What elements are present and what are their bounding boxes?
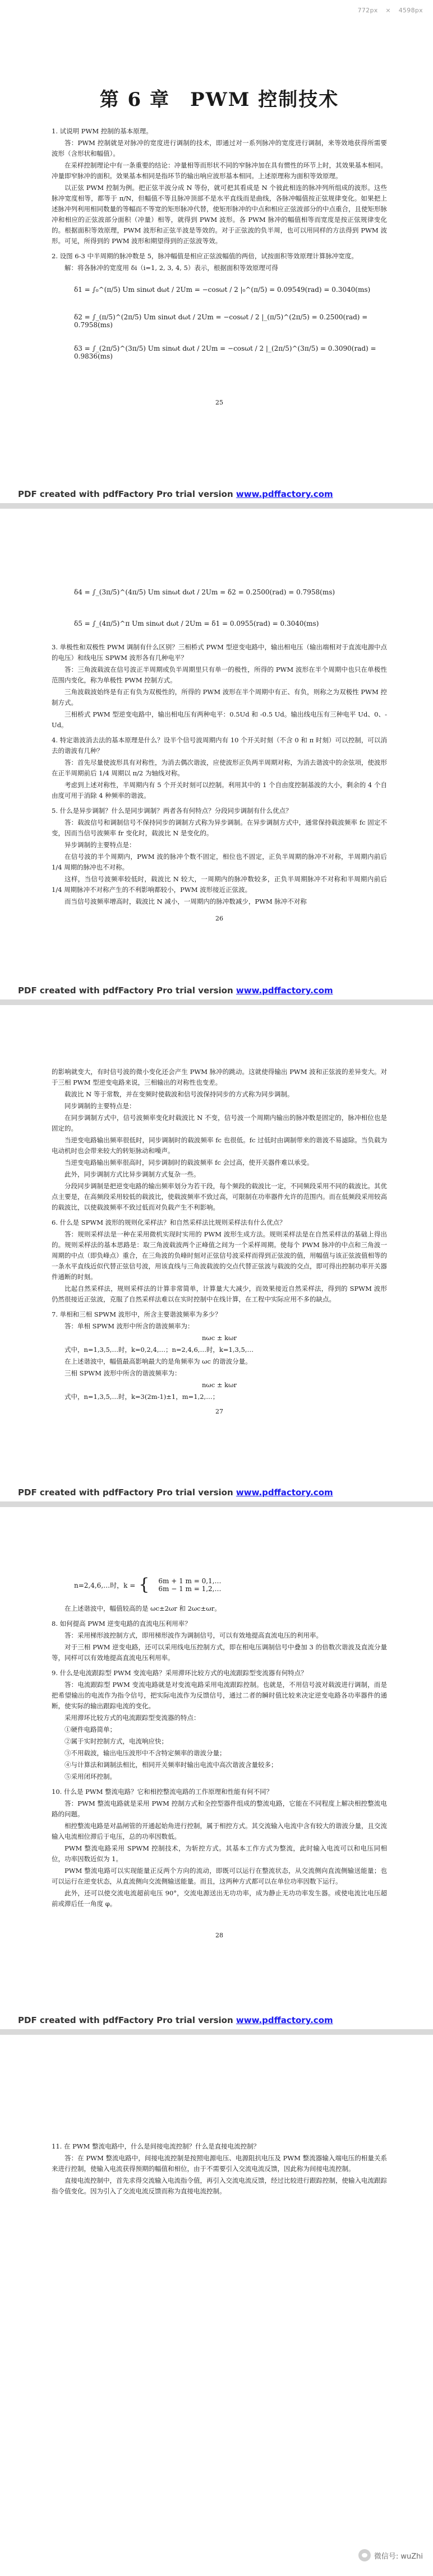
answer-9-item-2: ②属于实时控制方式，电流响应快； (65, 1737, 168, 1745)
answer-8: 答：采用梯形波控制方式，即用梯形波作为调制信号，可以有效地提高直流电压的利用率。 (65, 1631, 323, 1639)
answer-4-para-2: 考虑到上述对称性，半周期内有 5 个开关时刻可以控制。利用其中的 1 个自由度控制基波的大小，剩余的 4 个自由度可用于消除 4 种频率的谐波。 (52, 781, 387, 799)
answer-5-para-3: 在信号波的半个周期内，PWM 波的脉冲个数不固定，相位也不固定，正负半周期的脉冲不对称，半周期内前后 1/4 周期的脉冲也不对称。 (52, 853, 387, 871)
footer-link[interactable]: www.pdffactory.com (236, 1487, 333, 1498)
answer-3-para-2: 三角波载波始终是有正有负为双极性的，所得的 PWM 波形在半个周期中有正、有负，则称之为双极性 PWM 控制方式。 (52, 688, 387, 706)
answer-1: 答：PWM 控制就是对脉冲的宽度进行调制的技术，即通过对一系列脉冲的宽度进行调制，来等效地获得所需要波形（含形状和幅值）。 (52, 139, 387, 157)
answer-7-para-3: 在上述谐波中，幅值最高影响最大的是角频率为 ωc 的谐波分量。 (65, 1357, 252, 1365)
answer-5-para-11: 此外，同步调制方式比异步调制方式复杂一些。 (65, 1170, 200, 1178)
pdf-footer-3 (0, 1485, 433, 1500)
footer-link[interactable]: www.pdffactory.com (236, 985, 333, 996)
question-4: 4. 特定谐波消去法的基本原理是什么？设半个信号波周期内有 10 个开关时刻（不含 0 和 π 时刻）可以控制，可以消去的谐波有几种？ (52, 736, 387, 755)
page-separator (0, 1501, 433, 1507)
answer-10-para-2: 相控整流电路是对晶闸管的开通起始角进行控制，属于相控方式。其交流输入电流中含有较大的谐波分量，且交流输入电流相位滞后于电压，总的功率因数低。 (52, 1822, 387, 1840)
answer-5-para-6: 载波比 N 等于常数，并在变频时使载波和信号波保持同步的方式称为同步调制。 (65, 1090, 294, 1098)
viewer-topbar (0, 0, 433, 22)
answer-2: 解：将各脉冲的宽度用 δi（i=1, 2, 3, 4, 5）表示，根据面积等效原理可得 (65, 264, 278, 272)
answer-1-para-2: 在采样控制理论中有一条重要的结论：冲量相等而形状不同的窄脉冲加在具有惯性的环节上时，其效果基本相同。冲量即窄脉冲的面积。效果基本相同是指环节的输出响应波形基本相同。上述原理称为面积等效原理。 (52, 161, 387, 180)
answer-5-para-8: 在同步调制方式中，信号波频率变化时载波比 N 不变，信号波一个周期内输出的脉冲数是固定的，脉冲相位也是固定的。 (52, 1114, 387, 1132)
pdf-footer-2 (0, 983, 433, 998)
case-2: 6m − 1 m = 1,2,… (158, 1585, 222, 1593)
answer-3-para-3: 三相桥式 PWM 型逆变电路中，输出相电压有两种电平：0.5Ud 和 -0.5 Ud。输出线电压有三种电平 Ud、0、-Ud。 (52, 710, 387, 729)
answer-5: 答：载波信号和调制信号不保持同步的调制方式称为异步调制。在异步调制方式中，通常保持载波频率 fc 固定不变，因而当信号波频率 fr 变化时，载波比 N 是变化的。 (52, 819, 387, 837)
footer-text: PDF created with pdfFactory Pro trial version (18, 1487, 236, 1498)
footer-link[interactable]: www.pdffactory.com (236, 489, 333, 499)
footer-text: PDF created with pdfFactory Pro trial version (18, 2015, 236, 2025)
answer-5-para-4: 这样，当信号波频率较低时，载波比 N 较大，一周期内的脉冲数较多，正负半周期脉冲不对称和半周期内前后 1/4 周期脉冲不对称产生的不利影响都较小，PWM 波形接近正弦波。 (52, 875, 387, 894)
pdf-page-5 (0, 2035, 433, 2576)
watermark-text: 微信号: wuZhi (374, 2552, 423, 2561)
page-separator (0, 999, 433, 1005)
footer-link[interactable]: www.pdffactory.com (236, 2015, 333, 2025)
answer-9-item-1: ①硬件电路简单； (65, 1726, 116, 1733)
answer-6-para-2: 比起自然采样法，规则采样法的计算非常简单，计算量大大减少，而效果接近自然采样法，得到的 SPWM 波形仍然很接近正弦波，克服了自然采样法难以在实时控制中在线计算，在工程中实际应用不多的缺点。 (52, 1285, 387, 1303)
page-number: 28 (215, 1932, 223, 1939)
question-8: 8. 如何提高 PWM 逆变电路的直流电压利用率？ (52, 1620, 191, 1628)
pdf-page-4 (0, 1507, 433, 2011)
formula-delta-3: δ3 = ∫_(2π/5)^(3π/5) Um sinωt dωt / 2Um = −cosωt / 2 |_(2π/5)^(3π/5) = 0.3090(rad) = 0.9836(ms) (74, 345, 376, 360)
question-6: 6. 什么是 SPWM 波形的规则化采样法？和自然采样法比规则采样法有什么优点？ (52, 1219, 286, 1226)
answer-9-item-5: ⑤采用闭环控制。 (65, 1773, 116, 1780)
answer-7-para-6: 在上述谐波中，幅值较高的是 ωc±2ωr 和 2ωc±ωr。 (65, 1605, 221, 1612)
answer-8-para-2: 对于三相 PWM 逆变电路，还可以采用线电压控制方式，即在相电压调制信号中叠加 3 的倍数次谐波及直流分量等，同样可以有效地提高直流电压利用率。 (52, 1643, 387, 1662)
answer-5-para-9: 当逆变电路输出频率很低时，同步调制时的载波频率 fc 也很低。fc 过低时由调制带来的谐波不易滤除。当负载为电动机时也会带来较大的转矩脉动和噪声。 (52, 1136, 387, 1155)
question-1: 1. 试说明 PWM 控制的基本原理。 (52, 127, 153, 135)
question-9: 9. 什么是电流跟踪型 PWM 变流电路？采用滞环比较方式的电流跟踪型变流器有何特点？ (52, 1669, 307, 1677)
page-separator (0, 503, 433, 509)
formula-delta-4: δ4 = ∫_(3π/5)^(4π/5) Um sinωt dωt / 2Um = δ2 = 0.2500(rad) = 0.7958(ms) (74, 588, 335, 596)
page-number: 25 (215, 399, 223, 406)
formula-k-cases (74, 1572, 387, 1598)
answer-10: 答：PWM 整流电路就是采用 PWM 控制方式和全控型器件组成的整流电路，它能在不同程度上解决相控整流电路的问题。 (52, 1800, 387, 1818)
question-3: 3. 单极性和双极性 PWM 调制有什么区别？三相桥式 PWM 型逆变电路中，输出相电压（输出端相对于直流电源中点的电压）和线电压 SPWM 波形各有几种电平？ (52, 643, 387, 662)
formula-delta-2: δ2 = ∫_(π/5)^(2π/5) Um sinωt dωt / 2Um = −cosωt / 2 |_(π/5)^(2π/5) = 0.2500(rad) = 0.7958(ms) (74, 313, 368, 329)
answer-6: 答：规则采样法是一种在采用微机实现时实用的 PWM 波形生成方法。规则采样法是在自然采样法的基础上得出的。规则采样法的基本思路是：取三角波载波两个正峰值之间为一个采样周期。使每个 PWM 脉冲的中点和三角波一周期的中点（即负峰点）重合，在三角波的负峰时刻对正弦信号波采样而得到正弦波的值，用幅值与该正弦波值相等的一条水平直线近似代替正弦信号波，用该直线与三角波载波的交点代替正弦波与载波的交点，即可得出控制功率开关器件通断的时刻。 (52, 1230, 387, 1281)
footer-text: PDF created with pdfFactory Pro trial version (18, 985, 236, 996)
pdf-page-2 (0, 509, 433, 982)
answer-9: 答：电流跟踪型 PWM 变流电路就是对变流电路采用电流跟踪控制。也就是，不用信号波对载波进行调制，而是把希望输出的电流作为指令信号，把实际电流作为反馈信号，通过二者的瞬时值比较来决定逆变电路各功率器件的通断，使实际的输出跟踪电流的变化。 (52, 1681, 387, 1710)
question-5: 5. 什么是异步调制？什么是同步调制？两者各有何特点？分段同步调制有什么优点？ (52, 807, 292, 815)
answer-7-para-5: 式中，n=1,3,5,…时，k=3(2m-1)±1，m=1,2,…； (65, 1393, 219, 1401)
answer-5-para-5: 而当信号波频率增高时，载波比 N 减小，一周期内的脉冲数减少，PWM 脉冲不对称 (65, 898, 307, 905)
page-number: 27 (215, 1408, 223, 1415)
formula-delta-5: δ5 = ∫_(4π/5)^π Um sinωt dωt / 2Um = δ1 = 0.0955(rad) = 0.3040(ms) (74, 620, 319, 627)
answer-11: 答：在 PWM 整流电路中，间接电流控制是按照电源电压、电源阻抗电压及 PWM 整流器输入端电压的相量关系来进行控制，使输入电流获得预期的幅值和相位，由于不需要引入交流电流反馈，因此称为间接电流控制。 (52, 2154, 387, 2173)
answer-10-para-5: 此外，还可以使交流电流超前电压 90°，交流电源送出无功功率，成为静止无功功率发生器。或使电流比电压超前或滞后任一角度 φ。 (52, 1889, 387, 1908)
pdf-footer-1 (0, 486, 433, 502)
image-dimensions: 772px × 4598px (357, 7, 423, 14)
answer-9-item-4: ④与计算法和调制法相比，相同开关频率时输出电流中高次谐波含量较多； (65, 1761, 278, 1769)
page-number: 26 (215, 915, 223, 922)
answer-9-para-2: 采用滞环比较方式的电流跟踪型变流器的特点： (65, 1714, 200, 1722)
height-label: 4598px (398, 7, 423, 14)
answer-7-para-4: 三相 SPWM 波形中所含的谐波频率为： (65, 1369, 181, 1377)
pdf-footer-4 (0, 2012, 433, 2028)
question-7: 7. 单相和三相 SPWM 波形中，所含主要谐波频率为多少？ (52, 1310, 222, 1318)
answer-5-para-2: 异步调制的主要特点是： (65, 841, 136, 849)
answer-1-para-3: 以正弦 PWM 控制为例。把正弦半波分成 N 等份，就可把其看成是 N 个彼此相连的脉冲列所组成的波形。这些脉冲宽度相等，都等于 π/N，但幅值不等且脉冲顶部不是水平直线而是曲线，各脉冲幅值按正弦规律变化。如果把上述脉冲列利用相同数量的等幅而不等宽的矩形脉冲代替，使矩形脉冲的中点和相应正弦波部分的中点重合，且使矩形脉冲和相应的正弦波部分面积（冲量）相等，就得到 PWM 波形。各 PWM 脉冲的幅值相等而宽度是按正弦规律变化的。根据面积等效原理，PWM 波形和正弦半波是等效的。对于正弦波的负半周，也可以用同样的方法得到 PWM 波形。可见，所得到的 PWM 波形和期望得到的正弦波等效。 (52, 184, 387, 245)
pdf-page-1 (0, 22, 433, 485)
answer-5-para-10: 当逆变电路输出频率很高时，同步调制时的载波频率 fc 会过高，使开关器件难以承受。 (65, 1159, 314, 1166)
pdf-page-3 (0, 1005, 433, 1484)
case-1: 6m + 1 m = 0,1,… (158, 1577, 222, 1585)
answer-5-para-12: 分段同步调制是把逆变电路的输出频率划分为若干段，每个频段的载波比一定，不同频段采用不同的载波比。其优点主要是，在高频段采用较低的载波比，使载波频率不致过高，可限制在功率器件允许的范围内。而在低频段采用较高的载波比，以使载波频率不致过低而对负载产生不利影响。 (52, 1182, 387, 1211)
formula-k-prefix: n=2,4,6,…时，k = (74, 1581, 136, 1589)
wechat-icon (358, 2549, 371, 2561)
answer-10-para-4: PWM 整流电路可以实现能量正反两个方向的流动，即既可以运行在整流状态，从交流侧向直流侧输送能量；也可以运行在逆变状态，从直流侧向交流侧输送能量。而且，这两种方式都可以在单位功率因数下运行。 (52, 1867, 387, 1885)
answer-7-para-2: 式中，n=1,3,5,…时，k=0,2,4,…；n=2,4,6,…时，k=1,3,5,… (65, 1346, 254, 1354)
answer-3: 答：三角波载波在信号波正半周期或负半周期里只有单一的极性，所得的 PWM 波形在半个周期中也只在单极性范围内变化，称为单极性 PWM 控制方式。 (52, 666, 387, 684)
cases-list (158, 1577, 221, 1593)
answer-11-para-2: 直接电流控制中，首先求得交流输入电流指令值，再引入交流电流反馈，经过比较进行跟踪控制，使输入电流跟踪指令值变化。因为引入了交流电流反馈而称为直接电流控制。 (52, 2177, 387, 2195)
question-10: 10. 什么是 PWM 整流电路？它和相控整流电路的工作原理和性能有何不同？ (52, 1788, 273, 1796)
answer-10-para-3: PWM 整流电路采用 SPWM 控制技术，为斩控方式。其基本工作方式为整流，此时输入电流可以和电压同相位，功率因数近似为 1。 (52, 1844, 387, 1863)
chapter-title: 第 6 章 PWM 控制技术 (99, 89, 339, 111)
page-separator (0, 2029, 433, 2035)
formula-delta-1: δ1 = ∫₀^(π/5) Um sinωt dωt / 2Um = −cosωt / 2 |₀^(π/5) = 0.09549(rad) = 0.3040(ms) (74, 286, 371, 294)
brace-symbol: { (139, 1575, 150, 1594)
answer-5-para-7: 同步调制的主要特点是： (65, 1102, 136, 1110)
footer-text: PDF created with pdfFactory Pro trial version (18, 489, 236, 499)
formula-harmonics-single: nωc ± kωr (201, 1334, 237, 1342)
formula-harmonics-three: nωc ± kωr (201, 1381, 237, 1389)
answer-9-item-3: ③不用载波，输出电压波形中不含特定频率的谐波分量； (65, 1749, 226, 1757)
width-label: 772px (357, 7, 378, 14)
answer-4: 答：首先尽量使波形具有对称性，为消去偶次谐波，应使波形正负两半周期对称，为消去谐波中的余弦项，使波形在正半周期前后 1/4 周期以 π/2 为轴线对称。 (52, 759, 387, 777)
question-2: 2. 设图 6-3 中半周期的脉冲数是 5，脉冲幅值是相应正弦波幅值的两倍，试按面积等效原理计算脉冲宽度。 (52, 252, 358, 260)
question-11: 11. 在 PWM 整流电路中，什么是间接电流控制？什么是直接电流控制？ (52, 2142, 260, 2150)
answer-7: 答：单相 SPWM 波形中所含的谐波频率为： (65, 1322, 194, 1330)
wechat-watermark (358, 2549, 423, 2561)
answer-5-cont: 的影响就变大，有时信号波的微小变化还会产生 PWM 脉冲的跳动。这就使得输出 PWM 波和正弦波的差异变大。对于三相 PWM 型逆变电路来说，三相输出的对称性也变差。 (52, 1068, 387, 1086)
